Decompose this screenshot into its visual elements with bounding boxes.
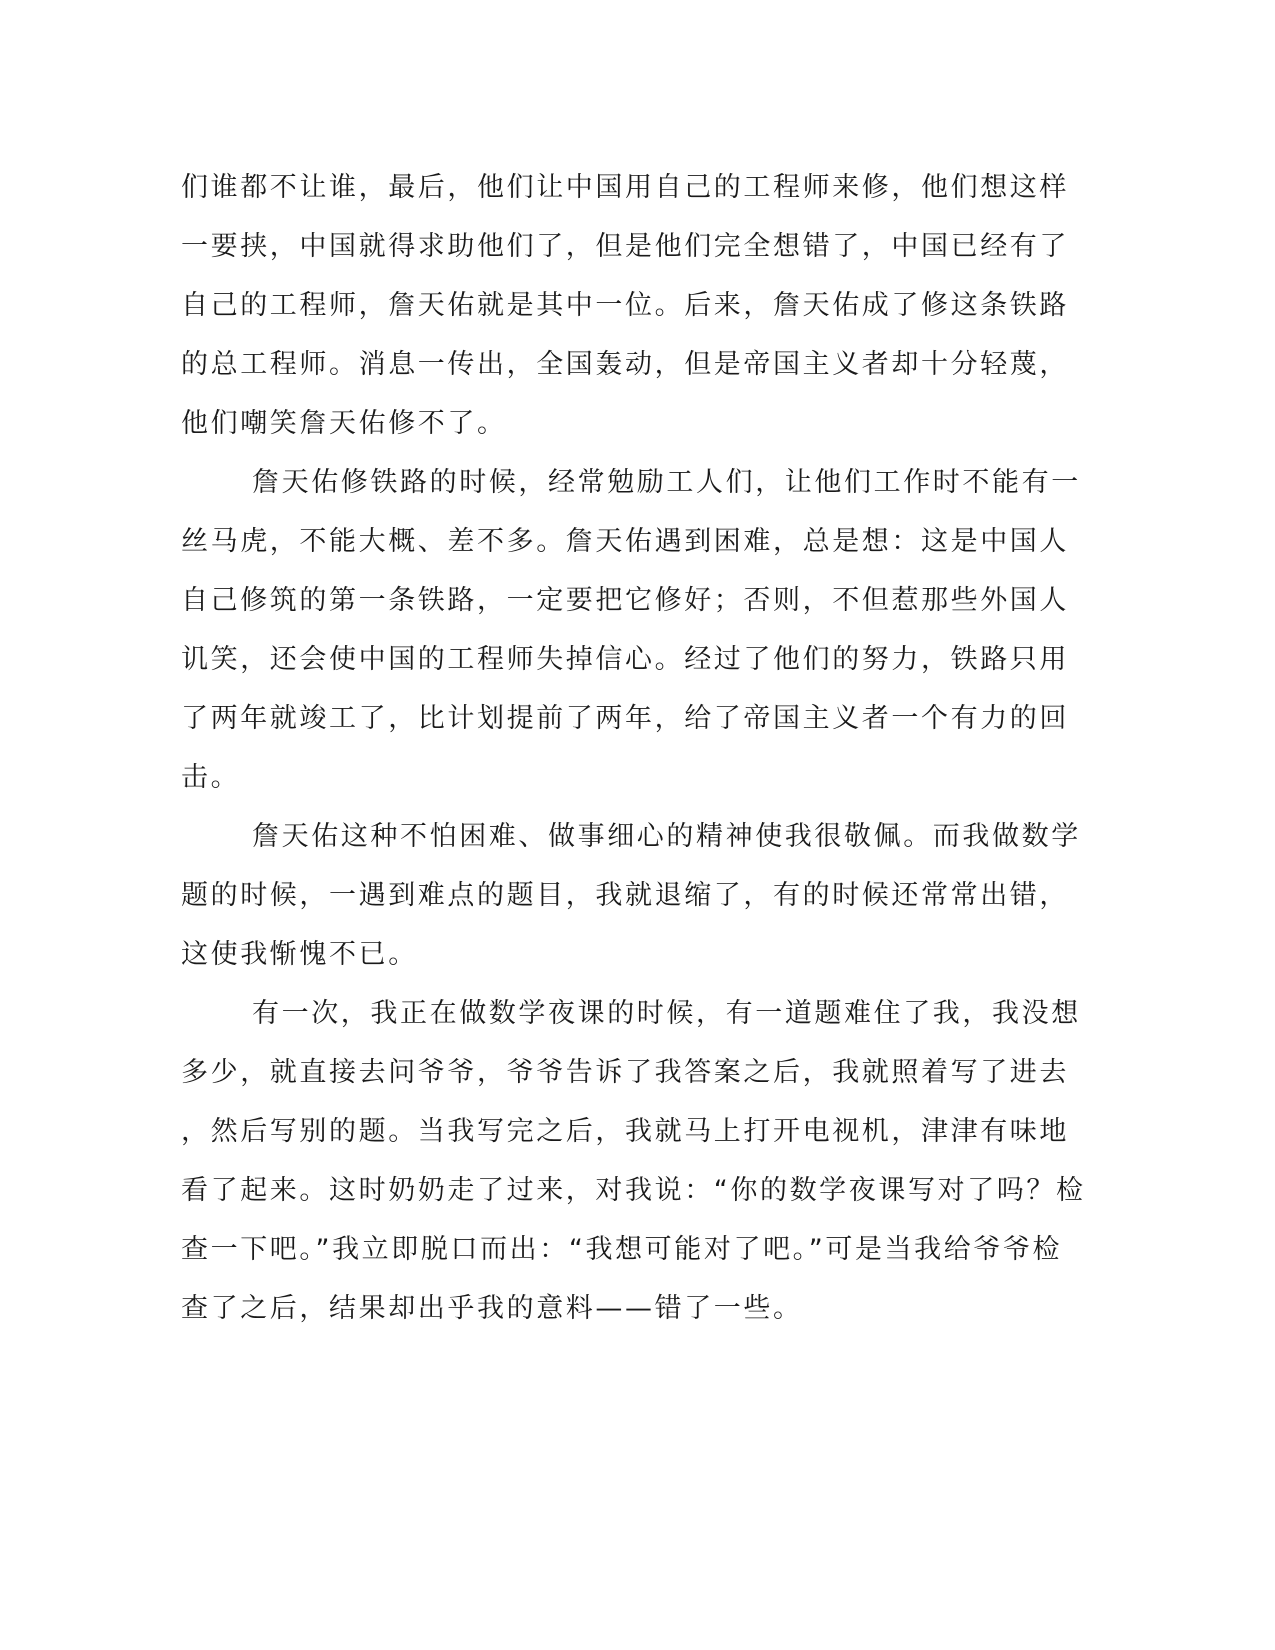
text-line: 这使我惭愧不已。 (181, 939, 418, 970)
text-line: 查了之后，结果却出乎我的意料——错了一些。 (181, 1293, 803, 1324)
text-line: 看了起来。这时奶奶走了过来，对我说：“你的数学夜课写对了吗？检 (181, 1175, 1086, 1206)
text-line: 他们嘲笑詹天佑修不了。 (181, 408, 507, 439)
text-line: 题的时候，一遇到难点的题目，我就退缩了，有的时候还常常出错， (181, 880, 1069, 911)
text-line: 们谁都不让谁，最后，他们让中国用自己的工程师来修，他们想这样 (181, 172, 1069, 203)
text-line: 丝马虎，不能大概、差不多。詹天佑遇到困难，总是想：这是中国人 (181, 526, 1069, 557)
paragraph-first-line: 詹天佑这种不怕困难、做事细心的精神使我很敬佩。而我做数学 (252, 821, 1081, 852)
text-line: 的总工程师。消息一传出，全国轰动，但是帝国主义者却十分轻蔑， (181, 349, 1069, 380)
text-line: ，然后写别的题。当我写完之后，我就马上打开电视机，津津有味地 (181, 1116, 1069, 1147)
text-line: 多少，就直接去问爷爷，爷爷告诉了我答案之后，我就照着写了进去 (181, 1057, 1069, 1088)
text-line: 击。 (181, 762, 241, 793)
text-line: 自己修筑的第一条铁路，一定要把它修好；否则，不但惹那些外国人 (181, 585, 1069, 616)
text-line: 自己的工程师，詹天佑就是其中一位。后来，詹天佑成了修这条铁路 (181, 290, 1069, 321)
paragraph-first-line: 有一次，我正在做数学夜课的时候，有一道题难住了我，我没想 (252, 998, 1081, 1029)
text-line: 查一下吧。”我立即脱口而出：“我想可能对了吧。”可是当我给爷爷检 (181, 1234, 1063, 1265)
paragraph-first-line: 詹天佑修铁路的时候，经常勉励工人们，让他们工作时不能有一 (252, 467, 1081, 498)
text-line: 了两年就竣工了，比计划提前了两年，给了帝国主义者一个有力的回 (181, 703, 1069, 734)
text-line: 一要挟，中国就得求助他们了，但是他们完全想错了，中国已经有了 (181, 231, 1069, 262)
text-line: 讥笑，还会使中国的工程师失掉信心。经过了他们的努力，铁路只用 (181, 644, 1069, 675)
